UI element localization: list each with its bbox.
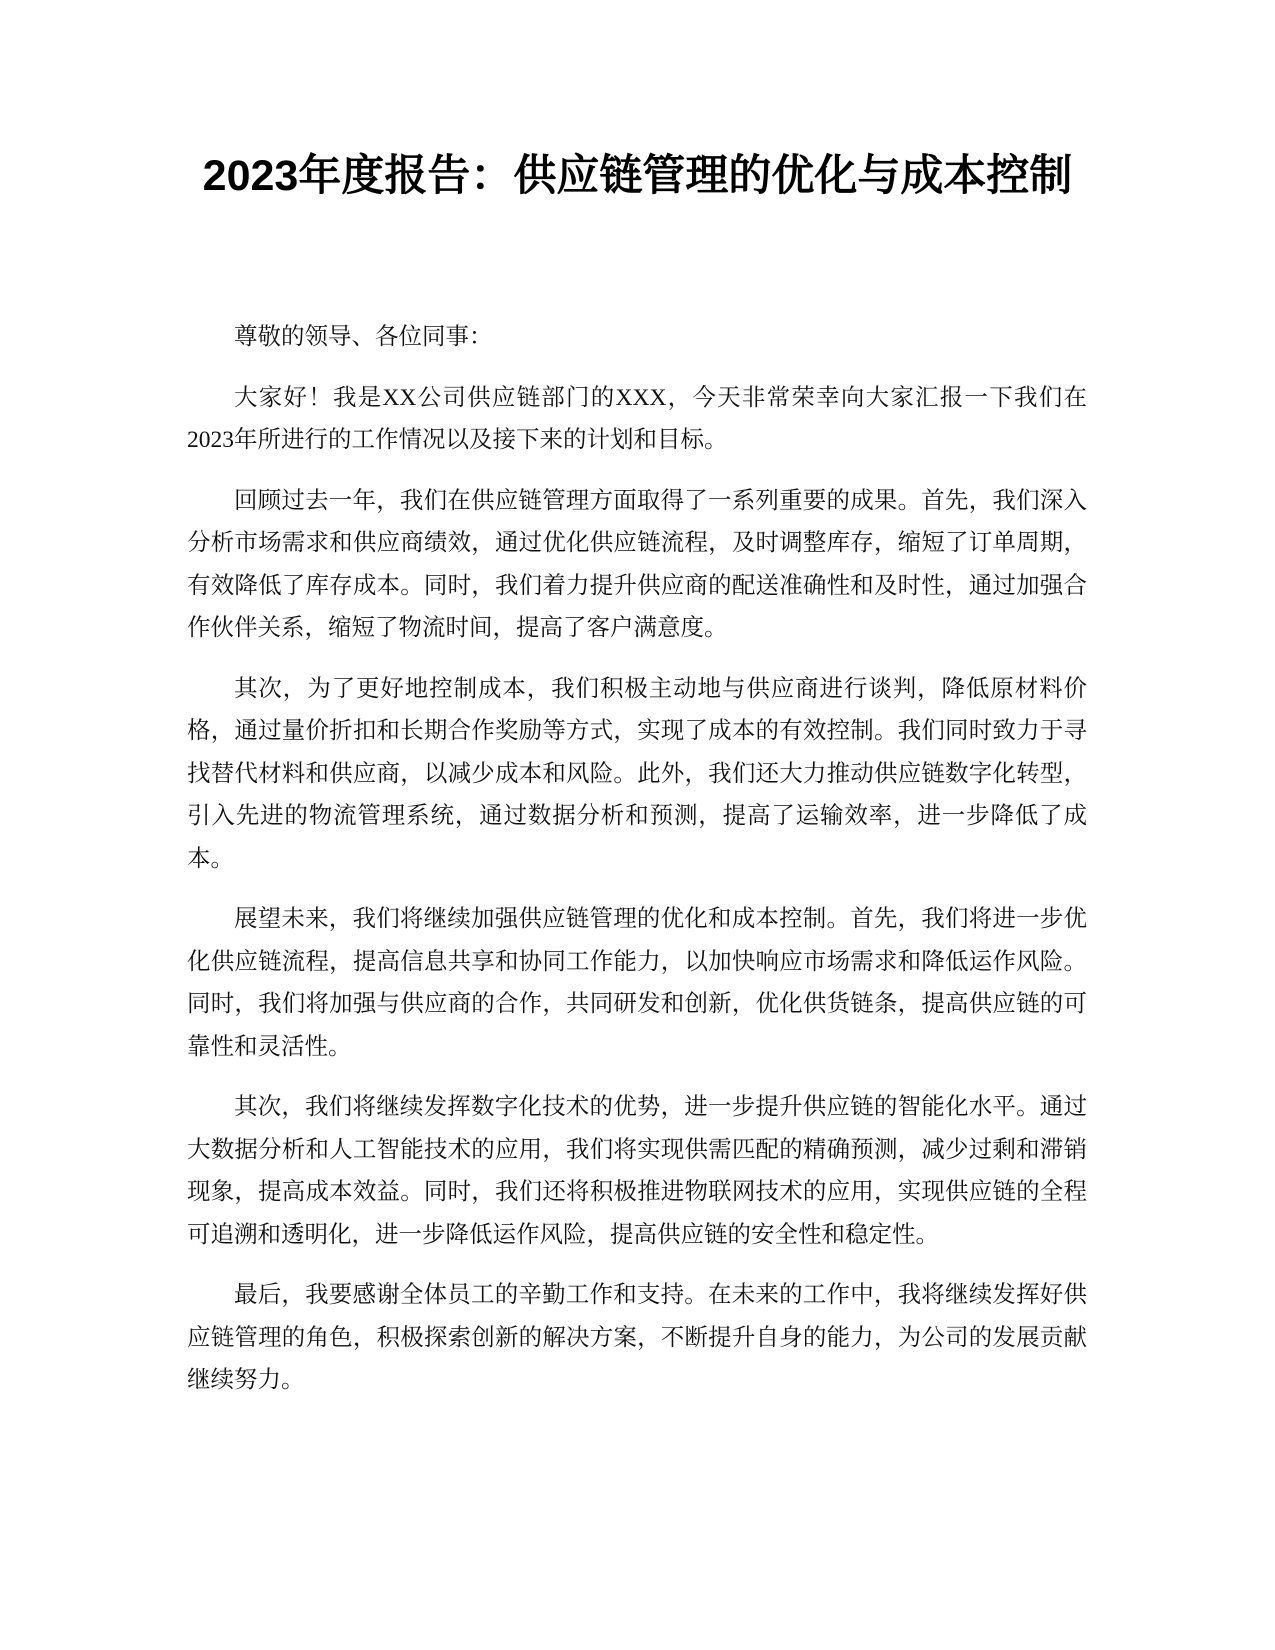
review-paragraph: 回顾过去一年，我们在供应链管理方面取得了一系列重要的成果。首先，我们深入分析市场需求和供应商绩效，通过优化供应链流程，及时调整库存，缩短了订单周期，有效降低了库存成本。同时，我们着力提升供应商的配送准确性和及时性，通过加强合作伙伴关系，缩短了物流时间，提高了客户满意度。 bbox=[187, 487, 1087, 641]
greeting-paragraph: 大家好！我是XX公司供应链部门的XXX，今天非常荣幸向大家汇报一下我们在2023年所进行的工作情况以及接下来的计划和目标。 bbox=[187, 384, 1087, 453]
document-title: 2023年度报告：供应链管理的优化与成本控制 bbox=[202, 152, 1073, 200]
salutation-paragraph: 尊敬的领导、各位同事： bbox=[234, 324, 493, 350]
cost-control-paragraph: 其次，为了更好地控制成本，我们积极主动地与供应商进行谈判，降低原材料价格，通过量价折扣和长期合作奖励等方式，实现了成本的有效控制。我们同时致力于寻找替代材料和供应商，以减少成本和风险。此外，我们还大力推动供应链数字化转型，引入先进的物流管理系统，通过数据分析和预测，提高了运输效率，进一步降低了成本。 bbox=[187, 675, 1087, 872]
digital-paragraph: 其次，我们将继续发挥数字化技术的优势，进一步提升供应链的智能化水平。通过大数据分析和人工智能技术的应用，我们将实现供需匹配的精确预测，减少过剩和滞销现象，提高成本效益。同时，我们还将积极推进物联网技术的应用，实现供应链的全程可追溯和透明化，进一步降低运作风险，提高供应链的安全性和稳定性。 bbox=[187, 1094, 1087, 1248]
closing-paragraph: 最后，我要感谢全体员工的辛勤工作和支持。在未来的工作中，我将继续发挥好供应链管理的角色，积极探索创新的解决方案，不断提升自身的能力，为公司的发展贡献继续努力。 bbox=[187, 1282, 1087, 1393]
document-body bbox=[187, 316, 1087, 1420]
outlook-paragraph: 展望未来，我们将继续加强供应链管理的优化和成本控制。首先，我们将进一步优化供应链流程，提高信息共享和协同工作能力，以加快响应市场需求和降低运作风险。同时，我们将加强与供应商的合作，共同研发和创新，优化供货链条，提高供应链的可靠性和灵活性。 bbox=[187, 906, 1087, 1060]
